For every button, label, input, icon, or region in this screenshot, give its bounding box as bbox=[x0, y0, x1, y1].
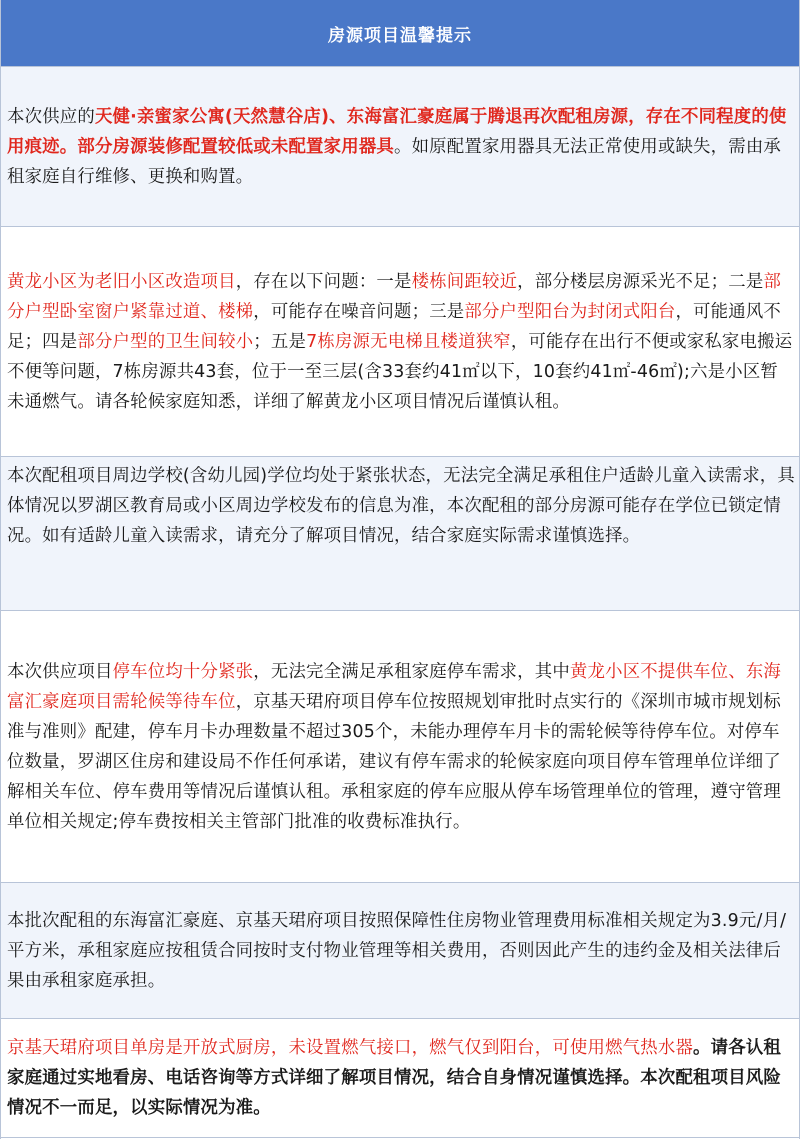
notice-text-4: 本次供应项目停车位均十分紧张，无法完全满足承租家庭停车需求，其中黄龙小区不提供车位、东海富汇豪庭项目需轮候等待车位，京基天珺府项目停车位按照规划审批时点实行的《深圳市城市规划标准与准则》配建，停车月卡办理数量不超过305个，未能办理停车月卡的需轮候等待停车位。对停车位数量，罗湖区住房和建设局不作任何承诺，建议有停车需求的轮候家庭向项目停车管理单位详细了解相关车位、停车费用等情况后谨慎认租。承租家庭的停车应服从停车场管理单位的管理，遵守管理单位相关规定;停车费按相关主管部门批准的收费标准执行。 bbox=[7, 661, 782, 832]
notice-item-4 bbox=[1, 610, 799, 882]
notice-item-3 bbox=[1, 456, 799, 610]
notice-text-1: 本次供应的天健·亲蜜家公寓(天然慧谷店)、东海富汇豪庭属于腾退再次配租房源，存在不同程度的使用痕迹。部分房源装修配置较低或未配置家用器具。如原配置家用器具无法正常使用或缺失，需由承租家庭自行维修、更换和购置。 bbox=[7, 106, 787, 187]
notice-item-1 bbox=[1, 66, 799, 226]
notice-item-5 bbox=[1, 882, 799, 1018]
notice-text-2: 黄龙小区为老旧小区改造项目，存在以下问题：一是楼栋间距较近，部分楼层房源采光不足；二是部分户型卧室窗户紧靠过道、楼梯，可能存在噪音问题；三是部分户型阳台为封闭式阳台，可能通风不足；四是部分户型的卫生间较小；五是7栋房源无电梯且楼道狭窄，可能存在出行不便或家私家电搬运不便等问题，7栋房源共43套，位于一至三层(含33套约41㎡以下，10套约41㎡-46㎡);六是小区暂未通燃气。请各轮候家庭知悉，详细了解黄龙小区项目情况后谨慎认租。 bbox=[7, 271, 793, 412]
notice-text-3: 本次配租项目周边学校(含幼儿园)学位均处于紧张状态，无法完全满足承租住户适龄儿童入读需求，具体情况以罗湖区教育局或小区周边学校发布的信息为准，本次配租的部分房源可能存在学位已锁定情况。如有适龄儿童入读需求，请充分了解项目情况，结合家庭实际需求谨慎选择。 bbox=[7, 466, 795, 546]
notice-text-6: 京基天珺府项目单房是开放式厨房，未设置燃气接口，燃气仅到阳台，可使用燃气热水器。请各认租家庭通过实地看房、电话咨询等方式详细了解项目情况，结合自身情况谨慎选择。本次配租项目风险情况不一而足，以实际情况为准。 bbox=[7, 1038, 782, 1118]
notice-text-5: 本批次配租的东海富汇豪庭、京基天珺府项目按照保障性住房物业管理费用标准相关规定为3.9元/月/平方米，承租家庭应按租赁合同按时支付物业管理等相关费用，否则因此产生的违约金及相关法律后果由承租家庭承担。 bbox=[7, 910, 787, 991]
notice-item-6 bbox=[1, 1018, 799, 1138]
notice-item-2 bbox=[1, 226, 799, 456]
notice-title: 房源项目温馨提示 bbox=[1, 0, 799, 66]
